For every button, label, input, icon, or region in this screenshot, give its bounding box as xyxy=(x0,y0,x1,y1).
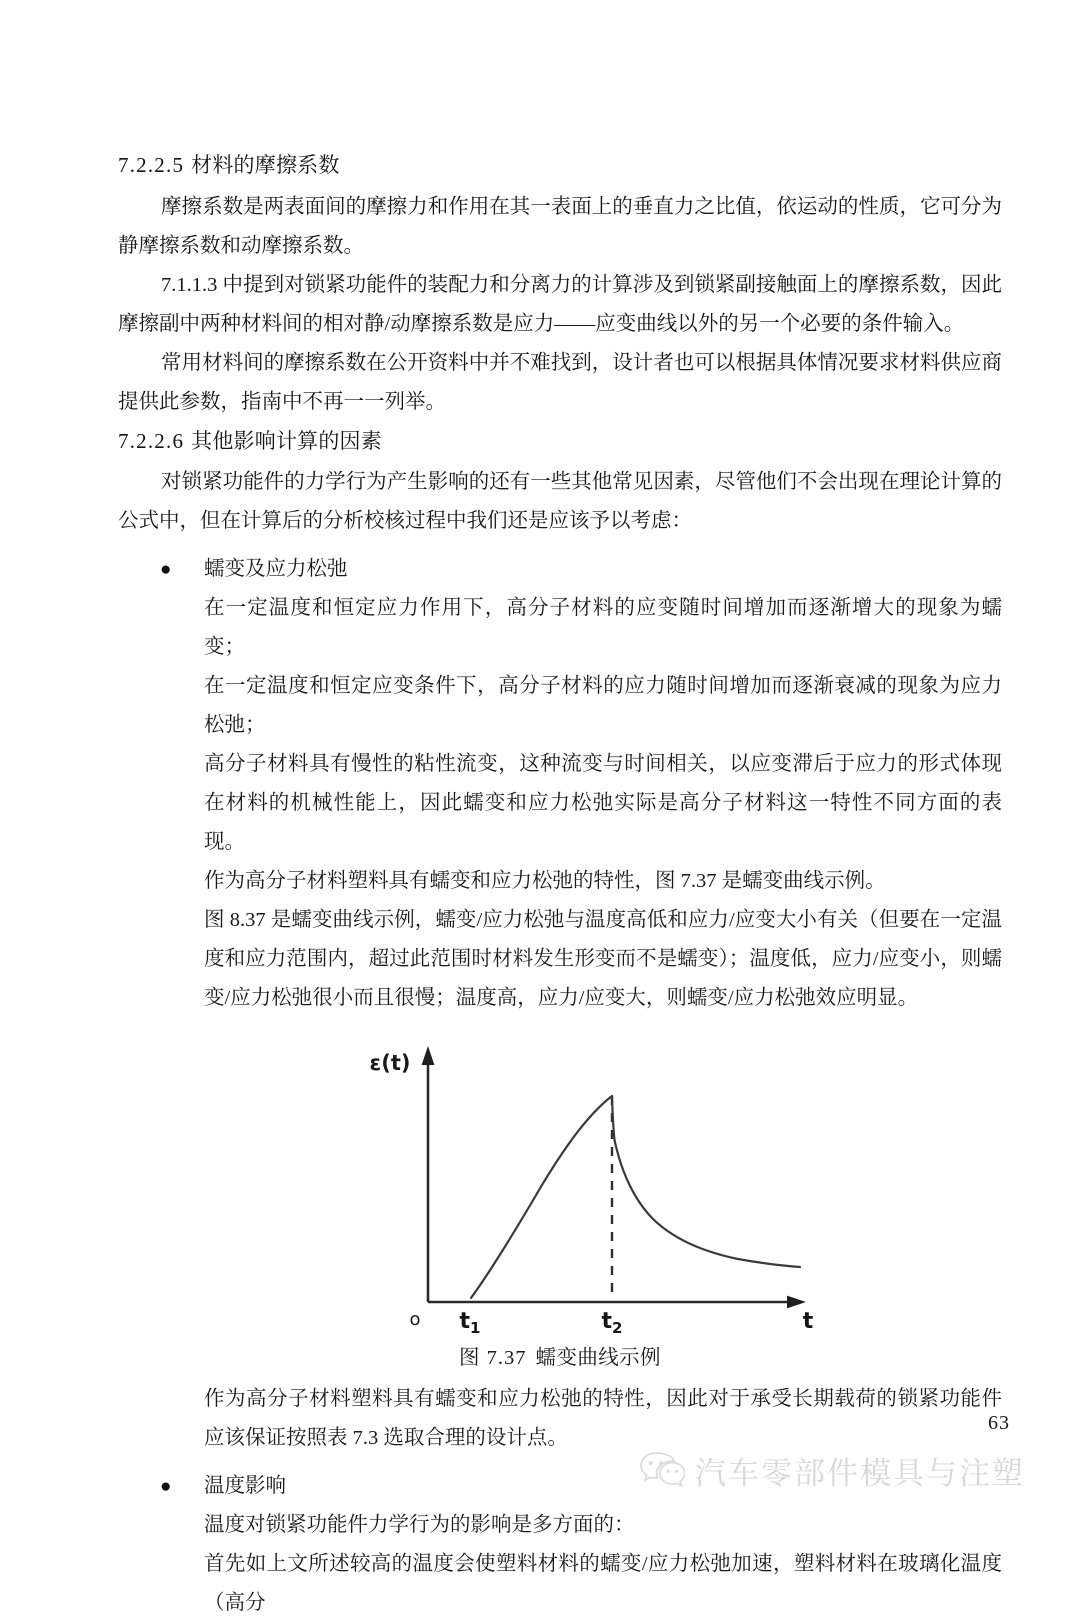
paragraph-other-factors-intro: 对锁紧功能件的力学行为产生影响的还有一些其他常见因素，尽管他们不会出现在理论计算的公式中，但在计算后的分析校核过程中我们还是应该予以考虑： xyxy=(118,471,1002,532)
creep-line-4: 作为高分子材料塑料具有蠕变和应力松弛的特性，图 7.37 是蠕变曲线示例。 xyxy=(204,870,886,892)
page-number: 63 xyxy=(988,1412,1010,1434)
watermark xyxy=(639,1448,1025,1493)
wechat-bubble-small xyxy=(660,1463,685,1486)
wechat-icon xyxy=(639,1449,685,1492)
figure-caption-number: 图 7.37 xyxy=(459,1347,527,1369)
wechat-eye-right xyxy=(659,1461,663,1465)
temperature-line-2: 首先如上文所述较高的温度会使塑料材料的蠕变/应力松弛加速，塑料材料在玻璃化温度（高分 xyxy=(204,1553,1002,1614)
creep-after-figure-line-1: 作为高分子材料塑料具有蠕变和应力松弛的特性，因此对于承受长期载荷的锁紧功能件应该保证按照表 7.3 选取合理的设计点。 xyxy=(204,1388,1002,1449)
section-heading-7-2-2-5 xyxy=(118,150,1002,182)
figure-caption xyxy=(118,1342,1002,1374)
section-number: 7.2.2.6 xyxy=(118,428,185,453)
creep-line-1: 在一定温度和恒定应力作用下，高分子材料的应变随时间增加而逐渐增大的现象为蠕变； xyxy=(204,597,1002,658)
x-tick-label-t2: $t_2$ xyxy=(601,1309,623,1337)
section-number: 7.2.2.5 xyxy=(118,153,185,177)
creep-line-3: 高分子材料具有慢性的粘性流变，这种流变与时间相关，以应变滞后于应力的形式体现在材料的机械性能上，因此蠕变和应力松弛实际是高分子材料这一特性不同方面的表现。 xyxy=(204,753,1002,853)
recovery-decay-curve xyxy=(615,1140,801,1267)
origin-label: o xyxy=(409,1309,421,1330)
temperature-effect-body xyxy=(204,1506,1002,1623)
paragraph-friction-definition: 摩擦系数是两表面间的摩擦力和作用在其一表面上的垂直力之比值，依运动的性质，它可分为静摩擦系数和动摩擦系数。 xyxy=(118,195,1002,257)
watermark-text: 汽车零部件模具与注塑 xyxy=(695,1456,1025,1492)
creep-curve-chart xyxy=(118,1040,1002,1340)
section-heading-7-2-2-6 xyxy=(118,426,1002,458)
wechat-bubble-large xyxy=(641,1453,674,1480)
list-item-label: 温度影响 xyxy=(204,1475,286,1497)
wechat-dot-left xyxy=(667,1470,670,1473)
creep-relaxation-body xyxy=(204,589,1002,1018)
figure-7-37 xyxy=(118,1040,1002,1374)
section-title: 其他影响计算的因素 xyxy=(191,428,382,453)
section-title: 材料的摩擦系数 xyxy=(191,153,340,177)
x-axis-arrowhead-icon xyxy=(787,1296,806,1309)
figure-caption-title: 蠕变曲线示例 xyxy=(535,1347,661,1369)
creep-after-figure-body xyxy=(204,1380,1002,1458)
bullet-dot-icon: ● xyxy=(160,559,172,580)
wechat-dot-right xyxy=(675,1470,678,1473)
paragraph-friction-data-source: 常用材料间的摩擦系数在公开资料中并不难找到，设计者也可以根据具体情况要求材料供应商提供此参数，指南中不再一一列举。 xyxy=(118,351,1002,413)
x-axis-label: t xyxy=(802,1309,814,1334)
paragraph-friction-reference: 7.1.1.3 中提到对锁紧功能件的装配力和分离力的计算涉及到锁紧副接触面上的摩擦系数，因此摩擦副中两种材料间的相对静/动摩擦系数是应力——应变曲线以外的另一个必要的条件输入。 xyxy=(118,273,1002,335)
y-axis-label: ε(t) xyxy=(369,1051,411,1075)
creep-line-2: 在一定温度和恒定应变条件下，高分子材料的应力随时间增加而逐渐衰减的现象为应力松弛； xyxy=(204,675,1002,736)
list-item-creep-relaxation xyxy=(160,550,1002,589)
bullet-dot-icon: ● xyxy=(160,1476,172,1497)
creep-loading-curve xyxy=(471,1096,612,1298)
list-item-label: 蠕变及应力松弛 xyxy=(204,558,348,580)
wechat-eye-left xyxy=(649,1461,653,1465)
figure-canvas xyxy=(118,1040,1002,1340)
temperature-line-1: 温度对锁紧功能件力学行为的影响是多方面的： xyxy=(204,1514,635,1536)
creep-line-5: 图 8.37 是蠕变曲线示例，蠕变/应力松弛与温度高低和应力/应变大小有关（但要在一定温度和应力范围内，超过此范围时材料发生形变而不是蠕变）；温度低，应力/应变小，则蠕变/应力松弛很小而且很慢；温度高，应力/应变大，则蠕变/应力松弛效应明显。 xyxy=(204,909,1002,1009)
y-axis-arrowhead-icon xyxy=(422,1046,435,1065)
x-tick-label-t1: $t_1$ xyxy=(459,1309,481,1337)
page-content xyxy=(118,150,1002,1623)
